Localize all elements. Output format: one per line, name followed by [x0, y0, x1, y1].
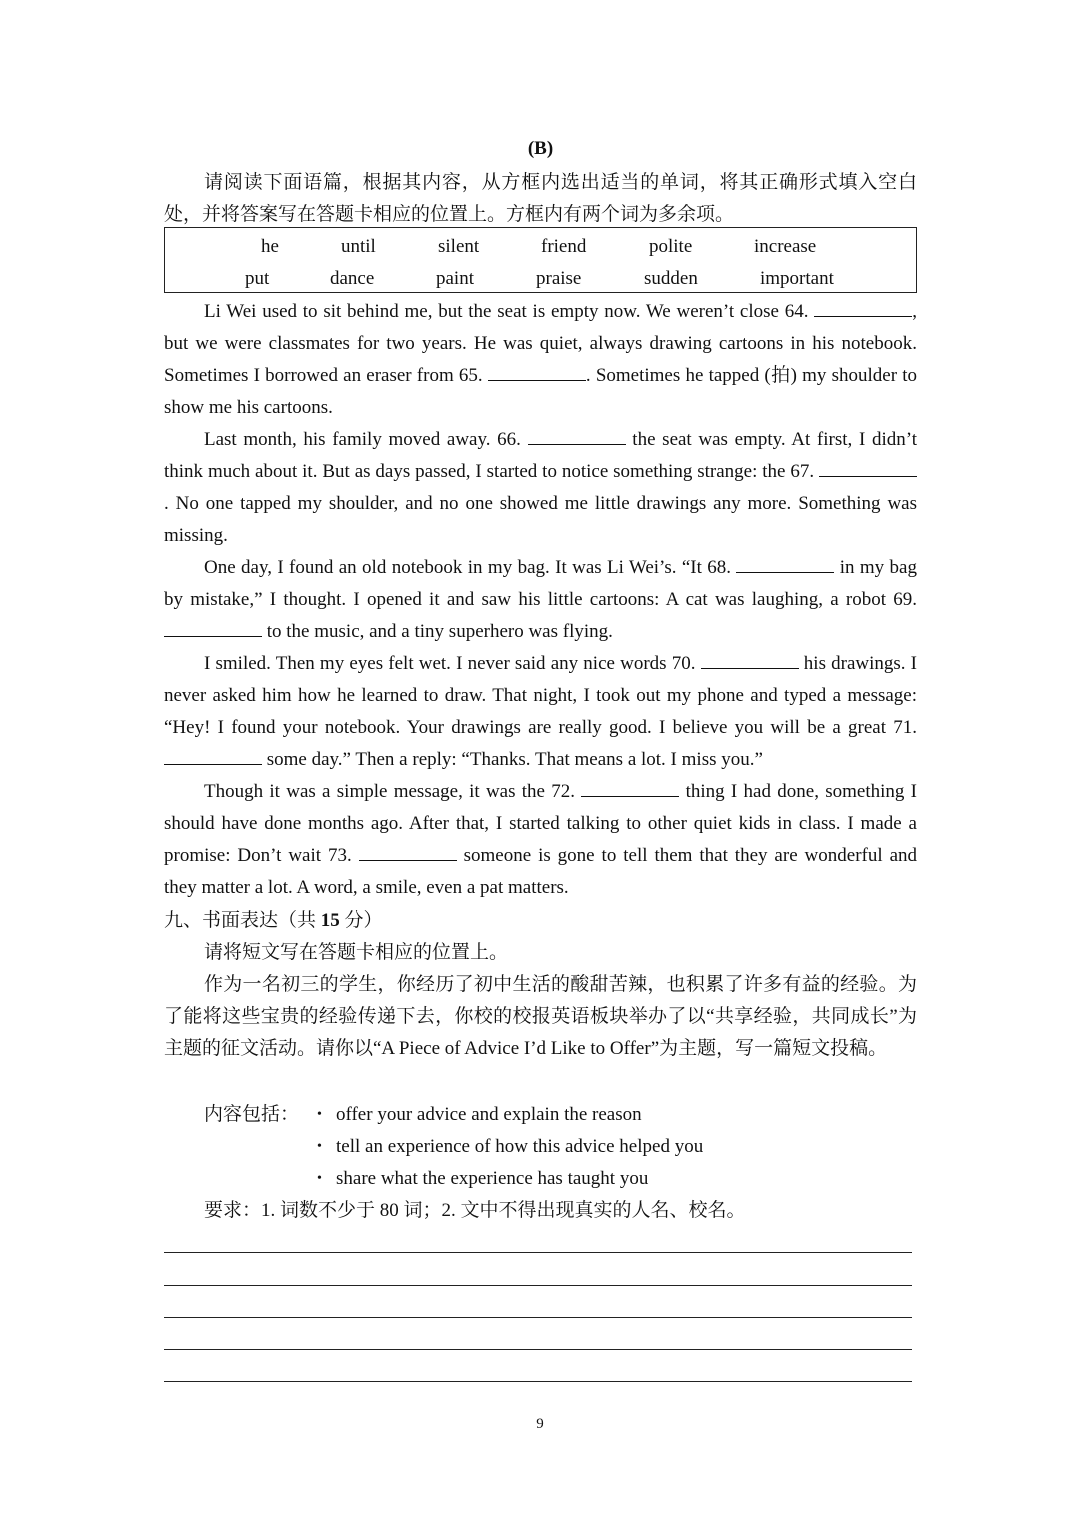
- word-option: increase: [754, 236, 817, 257]
- writing-heading: 九、书面表达（共 15 分）: [164, 910, 383, 931]
- bullet-icon: •: [317, 1171, 322, 1186]
- answer-line[interactable]: [164, 1317, 912, 1318]
- answer-blank-66[interactable]: [528, 426, 626, 445]
- answer-line[interactable]: [164, 1349, 912, 1350]
- answer-blank-72[interactable]: [581, 778, 679, 797]
- content-label: 内容包括：: [204, 1104, 300, 1125]
- word-option: polite: [649, 236, 693, 257]
- answer-blank-65[interactable]: [488, 362, 586, 381]
- answer-blank-67[interactable]: [819, 458, 917, 477]
- word-option: put: [245, 268, 270, 289]
- answer-line[interactable]: [164, 1285, 912, 1286]
- word-option: friend: [541, 236, 587, 257]
- bullet-text: share what the experience has taught you: [336, 1168, 649, 1189]
- word-option: until: [341, 236, 376, 257]
- bullet-row: [204, 1131, 904, 1163]
- reading-passage: [164, 296, 917, 904]
- word-option: paint: [436, 268, 474, 289]
- word-option: important: [760, 268, 834, 289]
- word-option: silent: [438, 236, 480, 257]
- writing-instruction: 请将短文写在答题卡相应的位置上。: [204, 942, 509, 963]
- passage-paragraph: One day, I found an old notebook in my bag. It was Li Wei’s. “It 68. in my bag by mistake,” I thought. I opened it and saw his little cartoons: A cat was laughing, a robot 69. to the music, and a tiny superhero was flying.: [164, 552, 917, 648]
- writing-prompt: 作为一名初三的学生，你经历了初中生活的酸甜苦辣，也积累了许多有益的经验。为了能将这些宝贵的经验传递下去，你校的校报英语板块举办了以“共享经验，共同成长”为主题的征文活动。请你以“A Piece of Advice I’d Like to Offer”为主题，写一篇短文投稿。: [164, 974, 917, 1059]
- answer-line[interactable]: [164, 1381, 912, 1382]
- word-option: praise: [536, 268, 582, 289]
- bullet-text: offer your advice and explain the reason: [336, 1104, 642, 1125]
- bullet-icon: •: [317, 1107, 322, 1122]
- bullet-row: [204, 1099, 904, 1131]
- answer-blank-69[interactable]: [164, 618, 262, 637]
- word-option: he: [261, 236, 279, 257]
- word-box-row-2: [165, 263, 916, 295]
- writing-requirements: 要求：1. 词数不少于 80 词；2. 文中不得出现真实的人名、校名。: [204, 1200, 746, 1221]
- passage-paragraph: Li Wei used to sit behind me, but the seat is empty now. We weren’t close 64. , but we were classmates for two years. He was quiet, always drawing cartoons in his notebook. Sometimes I borrowed an eraser from 65. . Sometimes he tapped (拍) my shoulder to show me his cartoons.: [164, 296, 917, 424]
- bullet-row: [204, 1163, 904, 1195]
- word-box-row-1: [165, 231, 916, 263]
- bullet-text: tell an experience of how this advice helped you: [336, 1136, 704, 1157]
- word-box: [164, 227, 917, 293]
- content-requirements: [204, 1099, 904, 1195]
- word-option: sudden: [644, 268, 698, 289]
- bullet-icon: •: [317, 1139, 322, 1154]
- answer-blank-71[interactable]: [164, 746, 262, 765]
- section-title: (B): [527, 138, 554, 159]
- answer-blank-70[interactable]: [701, 650, 799, 669]
- answer-line[interactable]: [164, 1252, 912, 1253]
- passage-paragraph: I smiled. Then my eyes felt wet. I never said any nice words 70. his drawings. I never asked him how he learned to draw. That night, I took out my phone and typed a message: “Hey! I found your notebook. Your drawings are really good. I believe you will be a great 71. some day.” Then a reply: “Thanks. That means a lot. I miss you.”: [164, 648, 917, 776]
- answer-blank-73[interactable]: [359, 842, 457, 861]
- page-number: 9: [536, 1416, 544, 1432]
- passage-paragraph: Though it was a simple message, it was the 72. thing I had done, something I should have done months ago. After that, I started talking to other quiet kids in class. I made a promise: Don’t wait 73. someone is gone to tell them that they are wonderful and they matter a lot. A word, a smile, even a pat matters.: [164, 776, 917, 904]
- passage-paragraph: Last month, his family moved away. 66. the seat was empty. At first, I didn’t think much about it. But as days passed, I started to notice something strange: the 67. . No one tapped my shoulder, and no one showed me little drawings any more. Something was missing.: [164, 424, 917, 552]
- section-instructions: 请阅读下面语篇，根据其内容，从方框内选出适当的单词，将其正确形式填入空白处，并将答案写在答题卡相应的位置上。方框内有两个词为多余项。: [164, 172, 917, 225]
- answer-blank-68[interactable]: [736, 554, 834, 573]
- answer-blank-64[interactable]: [814, 298, 912, 317]
- word-option: dance: [330, 268, 375, 289]
- writing-section: [164, 905, 917, 1065]
